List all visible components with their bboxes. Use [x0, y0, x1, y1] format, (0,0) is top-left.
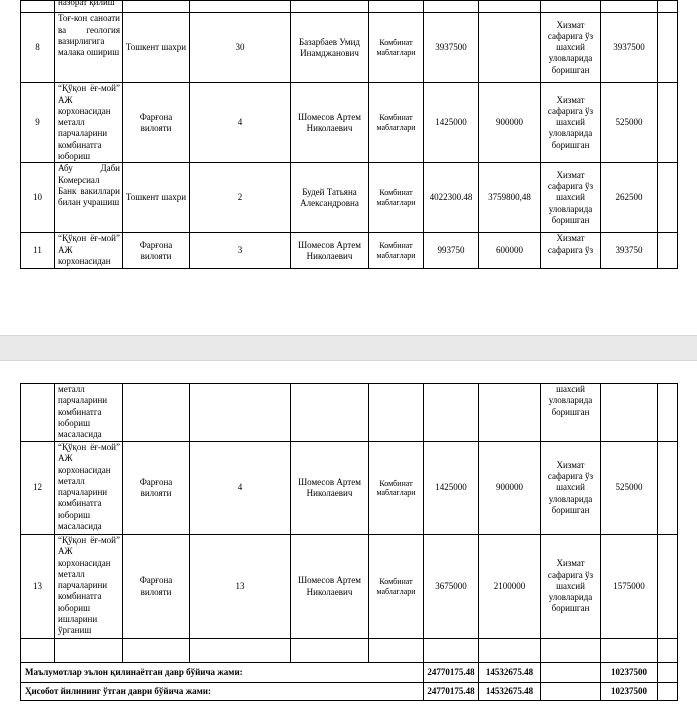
trip-region: Тошкент шахри: [123, 13, 190, 83]
funding-source: Комбинат маблағлари: [369, 535, 424, 639]
difference-amount: 3937500: [601, 13, 658, 83]
funding-source: Комбинат маблағлари: [369, 442, 424, 535]
deviation-reason: Хизмат сафарига ўз: [541, 233, 601, 269]
trip-region: Фарғона вилояти: [123, 535, 190, 639]
employee-name: Шомесов Артем Николаевич: [291, 233, 369, 269]
total-difference: 10237500: [601, 663, 658, 683]
trip-region: Фарғона вилояти: [123, 83, 190, 163]
trip-region: Тошкент шахри: [123, 163, 190, 233]
spent-amount: 3759800,48: [479, 163, 541, 233]
totals-row: [21, 683, 678, 701]
difference-amount: 262500: [601, 163, 658, 233]
spent-amount: [479, 13, 541, 83]
row-number: 9: [21, 83, 55, 163]
planned-amount: 993750: [424, 233, 479, 269]
trip-days: 2: [190, 163, 291, 233]
deviation-reason: шахсий уловларида боришган: [541, 384, 601, 442]
table-row: [21, 384, 678, 442]
employee-name: Шомесов Артем Николаевич: [291, 442, 369, 535]
trip-region: Фарғона вилояти: [123, 233, 190, 269]
table-row: [21, 1, 678, 13]
row-number: 10: [21, 163, 55, 233]
row-number: 12: [21, 442, 55, 535]
row-number: 11: [21, 233, 55, 269]
trip-purpose: Абу Даби Комерсиал Банк вакиллари билан учрашиш: [55, 163, 123, 233]
row-number: 8: [21, 13, 55, 83]
spent-amount: 900000: [479, 442, 541, 535]
document-page-1: [0, 0, 697, 335]
trip-days: 4: [190, 83, 291, 163]
planned-amount: 1425000: [424, 442, 479, 535]
deviation-reason: Хизмат сафарига ўз шахсий уловларида боришган: [541, 442, 601, 535]
total-planned: 24770175.48: [424, 663, 479, 683]
deviation-reason: Хизмат сафарига ўз шахсий уловларида боришган: [541, 535, 601, 639]
employee-name: Будей Татьяна Александровна: [291, 163, 369, 233]
planned-amount: 3675000: [424, 535, 479, 639]
trip-days: 30: [190, 13, 291, 83]
trip-days: 3: [190, 233, 291, 269]
spent-amount: 600000: [479, 233, 541, 269]
deviation-reason: Хизмат сафарига ўз шахсий уловларида боришган: [541, 13, 601, 83]
trip-purpose: “Қўқон ёғ-мой” АЖ корхонасидан металл парчаларини комбинатга юбориш ишларини ўрганиш: [55, 535, 123, 639]
row-number: 13: [21, 535, 55, 639]
table-row: [21, 163, 678, 233]
document-page-2: [0, 361, 697, 722]
trip-purpose: “Қўқон ёғ-мой” АЖ корхонасидан металл парчаларини комбинатга юбориш: [55, 83, 123, 163]
planned-amount: 4022300.48: [424, 163, 479, 233]
employee-name: Базарбаев Умид Инамджанович: [291, 13, 369, 83]
trip-purpose: Тоғ-кон саноати ва геология вазирлигига малака ошириш: [55, 13, 123, 83]
business-trips-table-part-2: [20, 383, 678, 701]
employee-name: Шомесов Артем Николаевич: [291, 83, 369, 163]
trip-purpose: “Қўқон ёғ-мой” АЖ корхонасидан металл парчаларини комбинатга юбориш масаласида: [55, 442, 123, 535]
difference-amount: 1575000: [601, 535, 658, 639]
spent-amount: 2100000: [479, 535, 541, 639]
deviation-reason: Хизмат сафарига ўз шахсий уловларида боришган: [541, 83, 601, 163]
table-row: [21, 233, 678, 269]
trip-region: Фарғона вилояти: [123, 442, 190, 535]
totals-row: [21, 663, 678, 683]
totals-label: Ҳисобот йилининг ўтган даври бўйича жами:: [21, 683, 424, 701]
employee-name: Шомесов Артем Николаевич: [291, 535, 369, 639]
funding-source: Комбинат маблағлари: [369, 233, 424, 269]
page-break: [0, 335, 697, 361]
funding-source: Комбинат маблағлари: [369, 13, 424, 83]
trip-days: 4: [190, 442, 291, 535]
trip-purpose: назорат қилиш: [58, 0, 115, 7]
business-trips-table-part-1: [20, 0, 678, 269]
total-difference: 10237500: [601, 683, 658, 701]
total-spent: 14532675.48: [479, 663, 541, 683]
planned-amount: 3937500: [424, 13, 479, 83]
trip-days: 13: [190, 535, 291, 639]
total-planned: 24770175.48: [424, 683, 479, 701]
funding-source: Комбинат маблағлари: [369, 163, 424, 233]
planned-amount: 1425000: [424, 83, 479, 163]
difference-amount: 525000: [601, 83, 658, 163]
table-row: [21, 13, 678, 83]
spent-amount: 900000: [479, 83, 541, 163]
difference-amount: 525000: [601, 442, 658, 535]
difference-amount: 393750: [601, 233, 658, 269]
trip-purpose: “Қўқон ёғ-мой” АЖ корхонасидан: [55, 233, 123, 269]
deviation-reason: Хизмат сафарига ўз шахсий уловларида боришган: [541, 163, 601, 233]
totals-label: Маълумотлар эълон қилинаётган давр бўйича жами:: [21, 663, 424, 683]
table-row: [21, 639, 678, 663]
funding-source: Комбинат маблағлари: [369, 83, 424, 163]
table-row: [21, 535, 678, 639]
table-row: [21, 442, 678, 535]
table-row: [21, 83, 678, 163]
trip-purpose: металл парчаларини комбинатга юбориш масаласида: [55, 384, 123, 442]
total-spent: 14532675.48: [479, 683, 541, 701]
